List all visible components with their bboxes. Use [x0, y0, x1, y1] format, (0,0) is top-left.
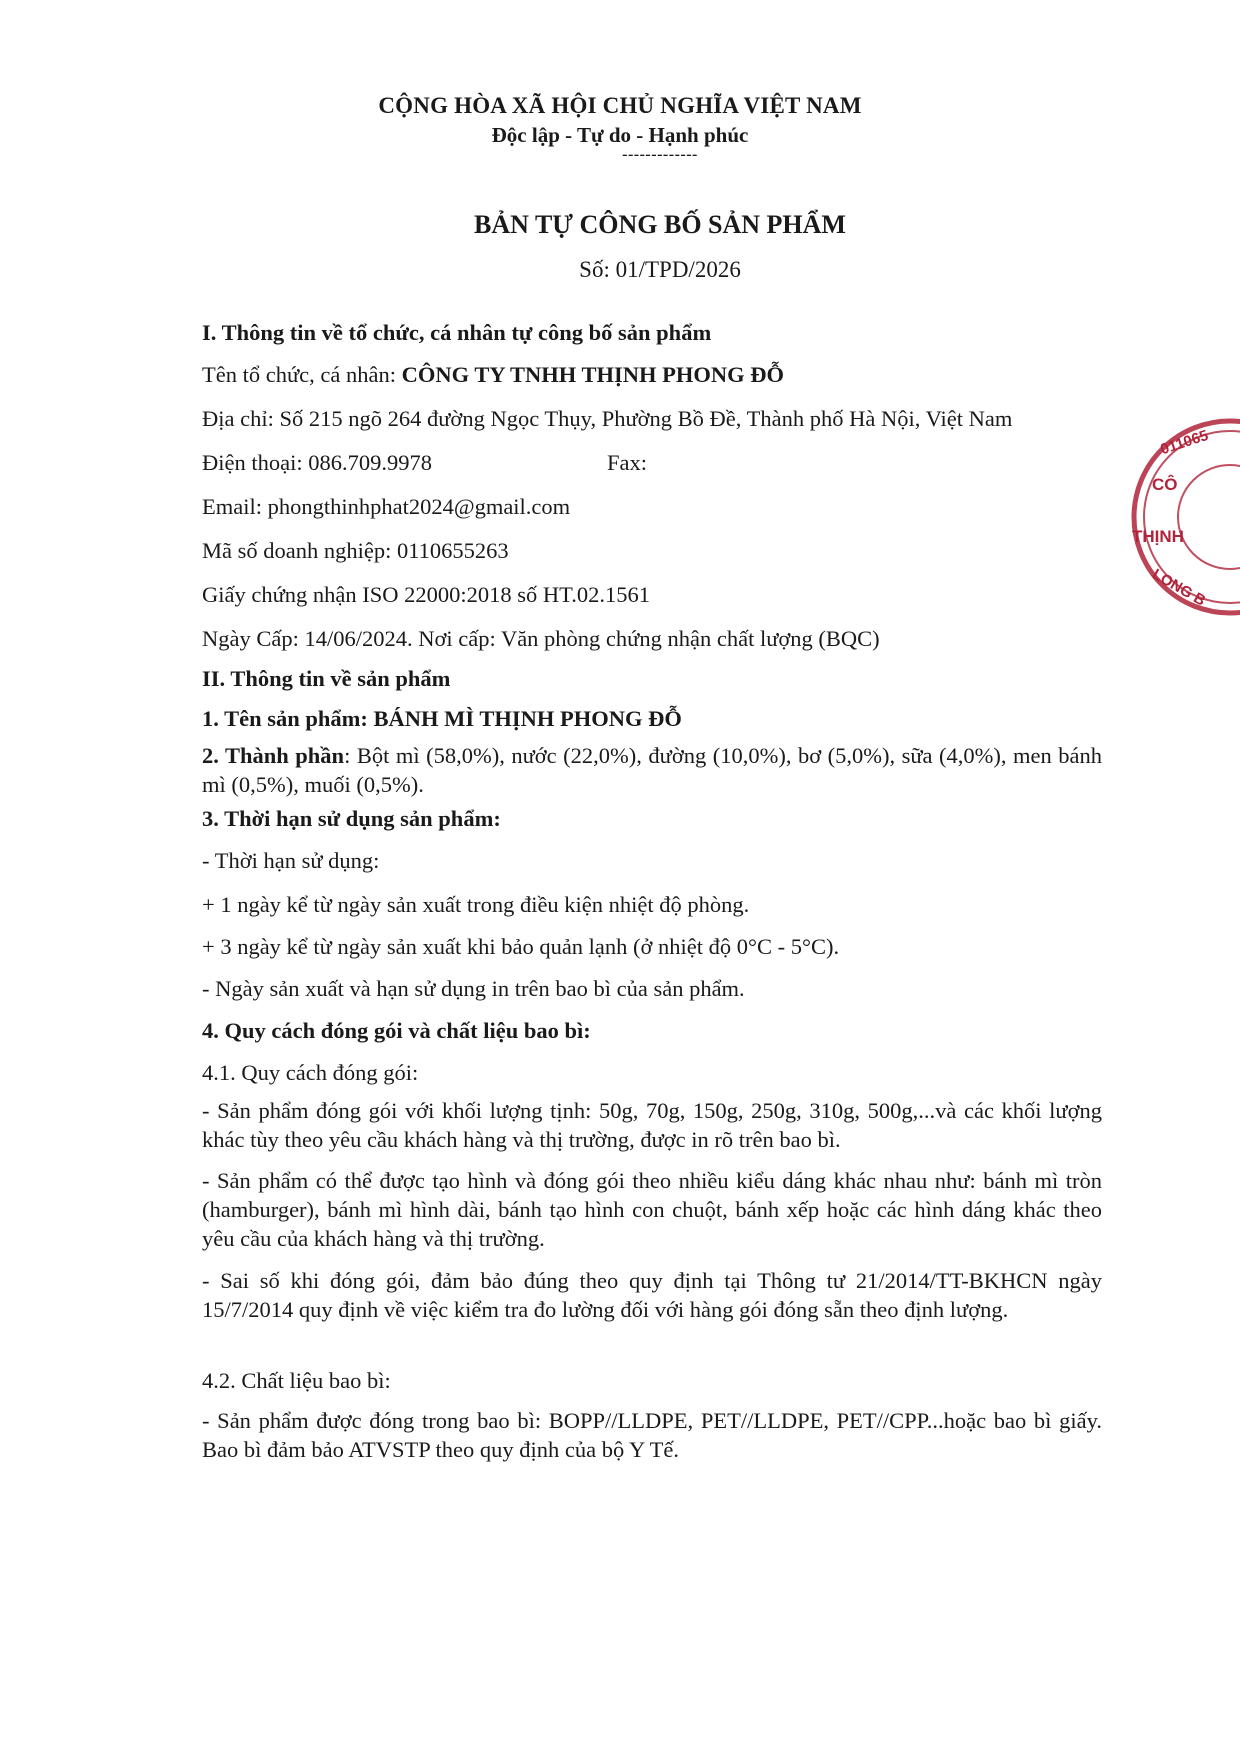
packaging-sub1: 4.1. Quy cách đóng gói:	[202, 1060, 419, 1085]
seal-graphic	[1130, 412, 1240, 622]
shelf-life-sub: - Thời hạn sử dụng:	[202, 848, 380, 873]
nation-heading: CỘNG HÒA XÃ HỘI CHỦ NGHĨA VIỆT NAM	[378, 93, 862, 118]
packaging-para3: - Sai số khi đóng gói, đảm bảo đúng theo quy định tại Thông tư 21/2014/TT-BKHCN ngày 15/7/2014 quy định về việc kiểm tra đo lường đối với hàng gói đóng sẵn theo định lượng.	[202, 1268, 1102, 1322]
packaging-para2: - Sản phẩm có thể được tạo hình và đóng gói theo nhiều kiểu dáng khác nhau như: bánh mì tròn (hamburger), bánh mì hình dài, bánh tạo hình con chuột, bánh xếp hoặc các hình dáng khác theo yêu cầu của khách hàng và thị trường.	[202, 1168, 1102, 1251]
company-seal	[1130, 412, 1240, 622]
org-line	[202, 362, 784, 388]
product-name: 1. Tên sản phẩm: BÁNH MÌ THỊNH PHONG ĐỖ	[202, 706, 682, 731]
contact-line	[202, 450, 1102, 476]
shelf-life-heading: 3. Thời hạn sử dụng sản phẩm:	[202, 806, 501, 831]
shelf-life-cold: + 3 ngày kể từ ngày sản xuất khi bảo quản lạnh (ở nhiệt độ 0°C - 5°C).	[202, 934, 840, 959]
issued-line: Ngày Cấp: 14/06/2024. Nơi cấp: Văn phòng chứng nhận chất lượng (BQC)	[202, 626, 880, 651]
ingredients-text: : Bột mì (58,0%), nước (22,0%), đường (10,0%), bơ (5,0%), sữa (4,0%), men bánh mì (0,5%), muối (0,5%).	[202, 743, 1103, 797]
motto: Độc lập - Tự do - Hạnh phúc	[491, 123, 749, 147]
ingredients	[202, 741, 1102, 799]
org-name: CÔNG TY TNHH THỊNH PHONG ĐỖ	[401, 362, 784, 387]
shelf-life-print: - Ngày sản xuất và hạn sử dụng in trên bao bì của sản phẩm.	[202, 976, 745, 1001]
email-line: Email: phongthinhphat2024@gmail.com	[202, 494, 571, 519]
seal-text-bottom: LONG B	[1149, 565, 1209, 610]
iso-line: Giấy chứng nhận ISO 22000:2018 số HT.02.1561	[202, 582, 650, 607]
packaging-para4: - Sản phẩm được đóng trong bao bì: BOPP//LLDPE, PET//LLDPE, PET//CPP...hoặc bao bì giấy. Bao bì đảm bảo ATVSTP theo quy định của bộ Y Tế.	[202, 1408, 1102, 1462]
packaging-sub2: 4.2. Chất liệu bao bì:	[202, 1368, 391, 1393]
shelf-life-room: + 1 ngày kể từ ngày sản xuất trong điều kiện nhiệt độ phòng.	[202, 892, 750, 917]
document-title: BẢN TỰ CÔNG BỐ SẢN PHẨM	[474, 210, 846, 239]
packaging-para1: - Sản phẩm đóng gói với khối lượng tịnh: 50g, 70g, 150g, 250g, 310g, 500g,...và các khối lượng khác tùy theo yêu cầu khách hàng và thị trường, được in rõ trên bao bì.	[202, 1098, 1102, 1152]
section1-heading: I. Thông tin về tổ chức, cá nhân tự công bố sản phẩm	[202, 320, 712, 345]
document-number: Số: 01/TPD/2026	[579, 257, 741, 282]
address-line: Địa chỉ: Số 215 ngõ 264 đường Ngọc Thụy, Phường Bồ Đề, Thành phố Hà Nội, Việt Nam	[202, 406, 1013, 431]
seal-text-mid1: CÔ	[1152, 475, 1178, 494]
fax: Fax:	[607, 450, 648, 475]
tax-code-line: Mã số doanh nghiệp: 0110655263	[202, 538, 509, 563]
seal-text-mid2: THỊNH	[1132, 527, 1184, 546]
ingredients-label: 2. Thành phần	[202, 743, 345, 768]
packaging-heading: 4. Quy cách đóng gói và chất liệu bao bì:	[202, 1018, 591, 1043]
section2-heading: II. Thông tin về sản phẩm	[202, 666, 451, 691]
phone: Điện thoại: 086.709.9978	[202, 450, 432, 475]
seal-text-top: 011065	[1158, 426, 1211, 459]
org-label: Tên tổ chức, cá nhân:	[202, 362, 402, 387]
header-rule: -------------	[622, 146, 698, 163]
